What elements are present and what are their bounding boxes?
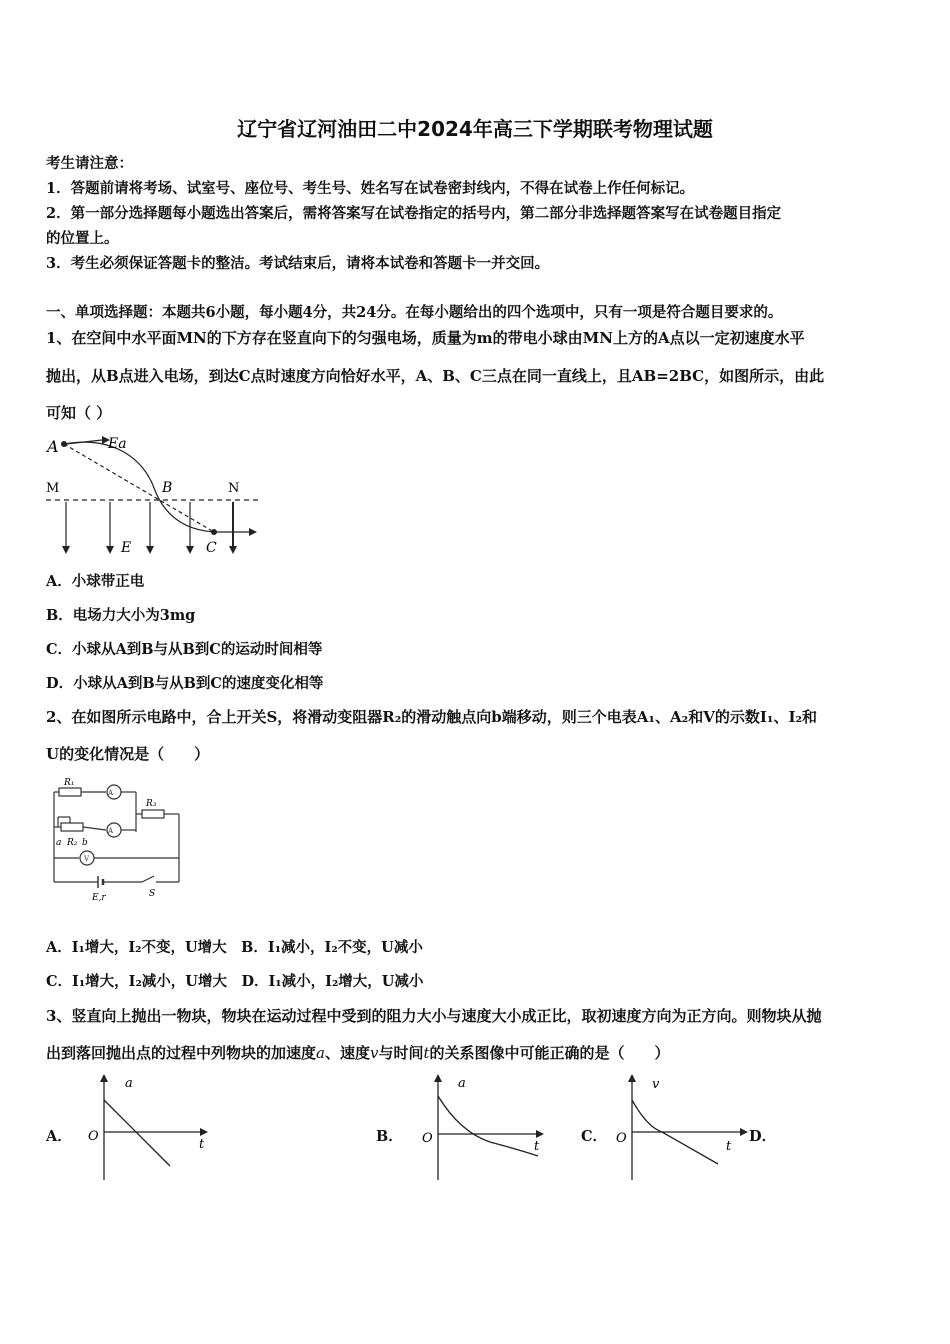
graph-c-origin: O xyxy=(616,1131,627,1146)
graph-c-label: C． xyxy=(581,1128,608,1145)
q1-figure xyxy=(44,430,264,560)
notice-heading: 考生请注意： xyxy=(46,155,133,172)
page-title: 辽宁省辽河油田二中2024年高三下学期联考物理试题 xyxy=(237,117,713,141)
graph-b-xlabel: t xyxy=(534,1139,540,1154)
graph-d-label: D． xyxy=(749,1128,777,1145)
section-heading: 一、单项选择题：本题共6小题，每小题4分，共24分。在每小题给出的四个选项中，只有一项是符合题目要求的。 xyxy=(46,304,783,321)
q2-stem: U的变化情况是（ ） xyxy=(46,745,210,763)
label-er: E,r xyxy=(92,893,106,903)
graph-a xyxy=(82,1072,212,1182)
label-n: N xyxy=(228,481,240,496)
label-a: a xyxy=(56,838,62,848)
resistor-r2 xyxy=(61,823,83,831)
notice-item: 的位置上。 xyxy=(46,230,119,247)
point-c xyxy=(211,529,217,535)
graph-c-ylabel: v xyxy=(652,1077,660,1092)
label-e: E xyxy=(121,540,132,556)
label-s: S xyxy=(149,889,156,899)
graph-b xyxy=(420,1072,550,1187)
notice-item: 1．答题前请将考场、试室号、座位号、考生号、姓名写在试卷密封线内，不得在试卷上作任何标记。 xyxy=(46,180,695,197)
label-r2: R₂ xyxy=(67,838,78,848)
q2-option: C．I₁增大，I₂减小，U增大 D．I₁减小，I₂增大，U减小 xyxy=(46,973,424,990)
abc-line xyxy=(64,444,214,532)
label-m: M xyxy=(46,481,60,496)
label-c: C xyxy=(206,540,217,556)
q1-stem: 可知（ ） xyxy=(46,404,112,422)
graph-a-curve xyxy=(104,1100,170,1166)
label-r1: R₁ xyxy=(64,778,75,788)
label-b: B xyxy=(162,480,173,496)
graph-c-xlabel: t xyxy=(726,1139,732,1154)
q1-stem: 1、在空间中水平面MN的下方存在竖直向下的匀强电场，质量为m的带电小球由MN上方的A点以一定初速度水平 xyxy=(46,329,805,347)
q1-option: B．电场力大小为3mg xyxy=(46,607,196,624)
label-ea: Ea xyxy=(108,436,127,452)
notice-item: 3．考生必须保证答题卡的整洁。考试结束后，请将本试卷和答题卡一并交回。 xyxy=(46,255,550,272)
q1-option: A．小球带正电 xyxy=(46,573,145,590)
graph-b-ylabel: a xyxy=(458,1076,466,1091)
label-a: A xyxy=(47,437,59,456)
label-r3: R₃ xyxy=(146,799,157,809)
q2-stem: 2、在如图所示电路中，合上开关S，将滑动变阻器R₂的滑动触点向b端移动，则三个电表A₁、A₂和V的示数I₁、I₂和 xyxy=(46,708,818,726)
graph-b-origin: O xyxy=(422,1131,433,1146)
q1-option: C．小球从A到B与从B到C的运动时间相等 xyxy=(46,641,323,658)
point-a xyxy=(61,441,67,447)
resistor-r1 xyxy=(59,788,81,796)
graph-a-label: A． xyxy=(46,1128,72,1145)
notice-item: 2．第一部分选择题每小题选出答案后，需将答案写在试卷指定的括号内，第二部分非选择题答案写在试卷题目指定 xyxy=(46,205,782,222)
resistor-r3 xyxy=(142,810,164,818)
svg-text:V: V xyxy=(84,855,90,863)
graph-a-xlabel: t xyxy=(199,1137,205,1152)
q1-stem: 抛出，从B点进入电场，到达C点时速度方向恰好水平，A、B、C三点在同一直线上，且AB=2BC，如图所示，由此 xyxy=(46,367,825,385)
q2-option: A．I₁增大，I₂不变，U增大 B．I₁减小，I₂不变，U减小 xyxy=(46,939,423,956)
q2-circuit xyxy=(44,772,189,904)
graph-a-origin: O xyxy=(88,1129,99,1144)
graph-b-curve xyxy=(438,1096,538,1156)
q3-stem: 出到落回抛出点的过程中列物块的加速度a、速度v与时间t的关系图像中可能正确的是（ ） xyxy=(46,1044,670,1062)
svg-text:A: A xyxy=(108,827,114,835)
q3-stem: 3、竖直向上抛出一物块，物块在运动过程中受到的阻力大小与速度大小成正比，取初速度方向为正方向。则物块从抛 xyxy=(46,1007,822,1025)
graph-b-label: B． xyxy=(376,1128,403,1145)
switch-s xyxy=(142,876,154,882)
graph-c xyxy=(612,1072,752,1182)
label-b: b xyxy=(82,838,88,848)
svg-text:A: A xyxy=(108,789,114,797)
q1-option: D．小球从A到B与从B到C的速度变化相等 xyxy=(46,675,324,692)
graph-a-ylabel: a xyxy=(125,1076,133,1091)
